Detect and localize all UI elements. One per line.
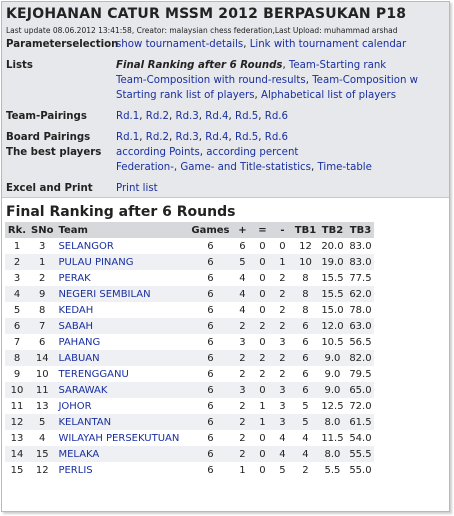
sno-cell: 3 — [39, 240, 46, 252]
rank-cell: 9 — [13, 368, 21, 380]
losses-cell: 2 — [279, 368, 286, 380]
table-row — [5, 254, 374, 270]
rank-cell: 7 — [13, 336, 21, 348]
final-ranking-selected: Final Ranking after 6 Rounds — [116, 60, 283, 71]
games-cell: 6 — [207, 272, 214, 284]
tb1-cell: 10 — [292, 254, 318, 270]
table-row — [5, 462, 374, 478]
wins-cell: 2 — [239, 368, 246, 380]
team-link[interactable]: TERENGGANU — [58, 368, 129, 380]
games-cell: 6 — [188, 254, 232, 270]
losses-cell: 3 — [279, 336, 286, 348]
board-pairings-rd3-link[interactable]: Rd.3 — [175, 132, 199, 143]
tb2-cell: 9.0 — [318, 382, 346, 398]
losses-cell: 2 — [272, 318, 292, 334]
games-cell: 6 — [207, 400, 214, 412]
page-frame — [1, 1, 450, 512]
team-link[interactable]: SELANGOR — [58, 240, 114, 252]
team-cell — [55, 302, 188, 318]
lists-row: Lists Final Ranking after 6 Rounds, Team-Starting rank — [6, 60, 387, 71]
sno-cell: 6 — [39, 336, 46, 348]
team-starting-rank-link[interactable]: Team-Starting rank — [288, 60, 387, 71]
tb1-cell: 6 — [302, 336, 309, 348]
sno-cell: 8 — [39, 304, 46, 316]
losses-cell: 2 — [272, 286, 292, 302]
losses-cell: 2 — [279, 272, 286, 284]
games-cell: 6 — [207, 304, 214, 316]
table-row — [5, 286, 374, 302]
wins-cell: 2 — [232, 414, 252, 430]
sno-cell: 7 — [29, 318, 55, 334]
games-cell: 6 — [207, 336, 214, 348]
tb2-cell: 15.0 — [321, 304, 344, 316]
last-update-info: Last update 08.06.2012 13:41:58, Creator: malaysian chess federation,Last Upload: muhammad arshad — [6, 26, 398, 35]
board-pairings-rd4-link[interactable]: Rd.4 — [205, 132, 229, 143]
tb1-cell: 2 — [302, 464, 309, 476]
statistics-link[interactable]: Federation-, Game- and Title-statistics — [116, 162, 311, 173]
tb2-cell: 12.0 — [318, 318, 346, 334]
games-cell: 6 — [207, 240, 214, 252]
team-cell — [55, 382, 188, 398]
team-cell — [55, 462, 188, 478]
col-sno-header: SNo — [29, 222, 55, 238]
losses-cell: 3 — [272, 382, 292, 398]
wins-cell: 2 — [239, 400, 246, 412]
team-cell — [55, 238, 188, 254]
table-row — [5, 350, 374, 366]
losses-cell: 3 — [272, 414, 292, 430]
tb1-cell: 5 — [302, 400, 309, 412]
draws-cell: 2 — [259, 368, 266, 380]
rank-cell: 4 — [5, 286, 29, 302]
tb2-cell: 11.5 — [321, 432, 344, 444]
tb2-cell: 8.0 — [318, 414, 346, 430]
team-composition-round-results-link[interactable]: Team-Composition with round-results — [116, 75, 306, 86]
table-row — [5, 398, 374, 414]
wins-cell: 2 — [232, 318, 252, 334]
losses-cell: 4 — [272, 446, 292, 462]
table-row — [5, 334, 374, 350]
table-row — [5, 318, 374, 334]
draws-cell: 0 — [259, 240, 266, 252]
parameter-selection-label: Parameterselection — [6, 39, 119, 50]
losses-cell: 2 — [279, 304, 286, 316]
table-row — [5, 382, 374, 398]
board-pairings-rd2-link[interactable]: Rd.2 — [145, 132, 170, 143]
draws-cell: 0 — [259, 432, 266, 444]
wins-cell: 4 — [239, 272, 246, 284]
team-link[interactable]: SABAH — [58, 320, 94, 332]
draws-cell: 0 — [259, 336, 266, 348]
col-team-header: Team — [55, 222, 188, 238]
team-link[interactable]: SARAWAK — [58, 384, 108, 396]
best-players-row-2: Federation-, Game- and Title-statistics, Time-table — [116, 162, 372, 173]
draws-cell: 0 — [259, 464, 266, 476]
ranking-table — [5, 222, 374, 478]
games-cell: 6 — [207, 464, 214, 476]
draws-cell: 2 — [252, 350, 272, 366]
tb1-cell: 8 — [302, 304, 309, 316]
tb1-cell: 4 — [302, 432, 309, 444]
sno-cell: 2 — [39, 272, 46, 284]
tb1-cell: 4 — [292, 446, 318, 462]
sno-cell: 15 — [29, 446, 55, 462]
tb2-cell: 5.5 — [324, 464, 341, 476]
lists-row-2: Team-Composition with round-results, Team-Composition w — [116, 75, 418, 86]
draws-cell: 0 — [259, 272, 266, 284]
best-players-label: The best players — [6, 147, 102, 158]
wins-cell: 5 — [232, 254, 252, 270]
tb3-cell: 63.0 — [346, 318, 374, 334]
tb1-cell: 6 — [292, 350, 318, 366]
rank-cell: 13 — [10, 432, 24, 444]
table-row — [5, 302, 374, 318]
rank-cell: 15 — [10, 464, 24, 476]
ranking-title: Final Ranking after 6 Rounds — [6, 204, 236, 220]
games-cell: 6 — [188, 286, 232, 302]
tb3-cell: 78.0 — [349, 304, 372, 316]
print-list-link[interactable]: Print list — [116, 183, 158, 194]
draws-cell: 0 — [252, 382, 272, 398]
team-cell — [55, 366, 188, 382]
team-link[interactable]: KELANTAN — [58, 416, 112, 428]
rank-cell: 6 — [5, 318, 29, 334]
tb2-cell: 9.0 — [324, 368, 341, 380]
tb1-cell: 5 — [292, 414, 318, 430]
tb3-cell: 55.5 — [346, 446, 374, 462]
rank-cell: 14 — [5, 446, 29, 462]
team-link[interactable]: PAHANG — [58, 336, 101, 348]
team-link[interactable]: LABUAN — [58, 352, 100, 364]
table-row — [5, 238, 374, 254]
tb2-cell: 15.5 — [318, 286, 346, 302]
team-link[interactable]: PERAK — [58, 272, 91, 284]
team-link[interactable]: NEGERI SEMBILAN — [58, 288, 151, 300]
board-pairings-label: Board Pairings — [6, 132, 91, 143]
wins-cell: 6 — [239, 240, 246, 252]
team-cell — [55, 318, 188, 334]
tb1-cell: 6 — [292, 382, 318, 398]
team-pairings-rd5-link[interactable]: Rd.5 — [235, 111, 259, 122]
team-cell — [55, 334, 188, 350]
table-row — [5, 430, 374, 446]
according-points-link[interactable]: according Points — [116, 147, 200, 158]
tournament-title: KEJOHANAN CATUR MSSM 2012 BERPASUKAN P18 — [6, 6, 407, 22]
games-cell: 6 — [188, 382, 232, 398]
tb3-cell: 62.0 — [346, 286, 374, 302]
draws-cell: 0 — [252, 286, 272, 302]
wins-cell: 3 — [232, 382, 252, 398]
board-pairings-row: Board Pairings Rd.1, Rd.2, Rd.3, Rd.4, Rd.5, Rd.6 — [6, 132, 289, 143]
team-cell — [55, 430, 188, 446]
losses-cell: 1 — [272, 254, 292, 270]
tb2-cell: 9.0 — [318, 350, 346, 366]
lists-row-3: Starting rank list of players, Alphabetical list of players — [116, 90, 397, 101]
team-cell — [55, 414, 188, 430]
team-link[interactable]: KEDAH — [58, 304, 94, 316]
col-draws-header: = — [252, 222, 272, 238]
ranking-body — [5, 238, 374, 478]
sno-cell: 11 — [29, 382, 55, 398]
col-rank-header: Rk. — [5, 222, 29, 238]
sno-cell: 9 — [29, 286, 55, 302]
team-cell — [55, 254, 188, 270]
col-tb1-header: TB1 — [292, 222, 318, 238]
table-row — [5, 414, 374, 430]
draws-cell: 1 — [252, 414, 272, 430]
team-composition-link[interactable]: Team-Composition w — [312, 75, 418, 86]
losses-cell: 4 — [279, 432, 286, 444]
rank-cell: 12 — [5, 414, 29, 430]
table-row — [5, 446, 374, 462]
tb2-cell: 10.5 — [321, 336, 344, 348]
team-pairings-rd3-link[interactable]: Rd.3 — [175, 111, 199, 122]
col-tb3-header: TB3 — [346, 222, 374, 238]
tb3-cell: 83.0 — [346, 254, 374, 270]
rank-cell: 8 — [5, 350, 29, 366]
ranking-header-row — [5, 222, 374, 238]
team-pairings-rd2-link[interactable]: Rd.2 — [145, 111, 170, 122]
team-link[interactable]: PERLIS — [58, 464, 93, 476]
tb3-cell: 65.0 — [346, 382, 374, 398]
games-cell: 6 — [207, 432, 214, 444]
tournament-header-panel — [2, 2, 449, 198]
tb2-cell: 12.5 — [321, 400, 344, 412]
games-cell: 6 — [207, 368, 214, 380]
best-players-row: The best players according Points, according percent — [6, 147, 299, 158]
show-tournament-details-link[interactable]: show tournament-details — [116, 39, 244, 50]
wins-cell: 4 — [232, 286, 252, 302]
tb2-cell: 8.0 — [318, 446, 346, 462]
wins-cell: 2 — [232, 446, 252, 462]
losses-cell: 0 — [279, 240, 286, 252]
team-link[interactable]: PULAU PINANG — [58, 256, 134, 268]
team-link[interactable]: JOHOR — [58, 400, 92, 412]
lists-label: Lists — [6, 60, 33, 71]
excel-print-label: Excel and Print — [6, 183, 93, 194]
draws-cell: 0 — [252, 446, 272, 462]
tb3-cell: 72.0 — [349, 400, 372, 412]
draws-cell: 0 — [252, 254, 272, 270]
rank-cell: 11 — [10, 400, 24, 412]
sno-cell: 13 — [35, 400, 49, 412]
games-cell: 6 — [188, 414, 232, 430]
tb2-cell: 20.0 — [321, 240, 344, 252]
team-cell — [55, 350, 188, 366]
tournament-calendar-link[interactable]: Link with tournament calendar — [249, 39, 407, 50]
team-link[interactable]: MELAKA — [58, 448, 100, 460]
tb2-cell: 15.5 — [321, 272, 344, 284]
team-pairings-rd1-link[interactable]: Rd.1 — [116, 111, 140, 122]
wins-cell: 3 — [239, 336, 246, 348]
team-pairings-rd6-link[interactable]: Rd.6 — [264, 111, 289, 122]
rank-cell: 5 — [13, 304, 21, 316]
losses-cell: 3 — [279, 400, 286, 412]
tb3-cell: 77.5 — [349, 272, 372, 284]
draws-cell: 1 — [259, 400, 266, 412]
draws-cell: 0 — [259, 304, 266, 316]
tb3-cell: 54.0 — [349, 432, 372, 444]
tb3-cell: 83.0 — [349, 240, 372, 252]
sno-cell: 5 — [29, 414, 55, 430]
games-cell: 6 — [188, 350, 232, 366]
sno-cell: 12 — [35, 464, 49, 476]
col-tb2-header: TB2 — [318, 222, 346, 238]
sno-cell: 10 — [35, 368, 49, 380]
team-pairings-rd4-link[interactable]: Rd.4 — [205, 111, 229, 122]
board-pairings-rd5-link[interactable]: Rd.5 — [235, 132, 259, 143]
tb2-cell: 19.0 — [318, 254, 346, 270]
draws-cell: 2 — [252, 318, 272, 334]
team-pairings-row: Team-Pairings Rd.1, Rd.2, Rd.3, Rd.4, Rd.5, Rd.6 — [6, 111, 289, 122]
tb1-cell: 8 — [302, 272, 309, 284]
tb1-cell: 6 — [302, 368, 309, 380]
col-losses-header: - — [272, 222, 292, 238]
table-row — [5, 366, 374, 382]
tb3-cell: 82.0 — [346, 350, 374, 366]
col-games-header: Games — [188, 222, 232, 238]
team-link[interactable]: WILAYAH PERSEKUTUAN — [58, 432, 180, 444]
team-cell — [55, 446, 188, 462]
wins-cell: 2 — [232, 350, 252, 366]
starting-rank-players-link[interactable]: Starting rank list of players — [116, 90, 255, 101]
tb1-cell: 8 — [292, 286, 318, 302]
wins-cell: 4 — [239, 304, 246, 316]
sno-cell: 4 — [39, 432, 46, 444]
team-cell — [55, 286, 188, 302]
excel-print-row — [6, 181, 445, 196]
losses-cell: 2 — [272, 350, 292, 366]
table-row — [5, 270, 374, 286]
losses-cell: 5 — [279, 464, 286, 476]
sno-cell: 14 — [29, 350, 55, 366]
rank-cell: 2 — [5, 254, 29, 270]
time-table-link[interactable]: Time-table — [317, 162, 372, 173]
tb3-cell: 55.0 — [349, 464, 372, 476]
alphabetical-players-link[interactable]: Alphabetical list of players — [260, 90, 397, 101]
board-pairings-rd6-link[interactable]: Rd.6 — [264, 132, 289, 143]
sno-cell: 1 — [29, 254, 55, 270]
games-cell: 6 — [188, 446, 232, 462]
col-wins-header: + — [232, 222, 252, 238]
team-cell — [55, 270, 188, 286]
team-pairings-label: Team-Pairings — [6, 111, 87, 122]
rank-cell: 3 — [13, 272, 21, 284]
tb1-cell: 6 — [292, 318, 318, 334]
wins-cell: 2 — [239, 432, 246, 444]
wins-cell: 1 — [239, 464, 246, 476]
tb3-cell: 61.5 — [346, 414, 374, 430]
games-cell: 6 — [188, 318, 232, 334]
tb3-cell: 56.5 — [349, 336, 372, 348]
rank-cell: 1 — [13, 240, 21, 252]
tb1-cell: 12 — [299, 240, 312, 252]
parameter-selection-row: Parameterselection show tournament-details, Link with tournament calendar — [6, 39, 407, 50]
tb3-cell: 79.5 — [349, 368, 372, 380]
team-cell — [55, 398, 188, 414]
rank-cell: 10 — [5, 382, 29, 398]
board-pairings-rd1-link[interactable]: Rd.1 — [116, 132, 140, 143]
according-percent-link[interactable]: according percent — [206, 147, 299, 158]
